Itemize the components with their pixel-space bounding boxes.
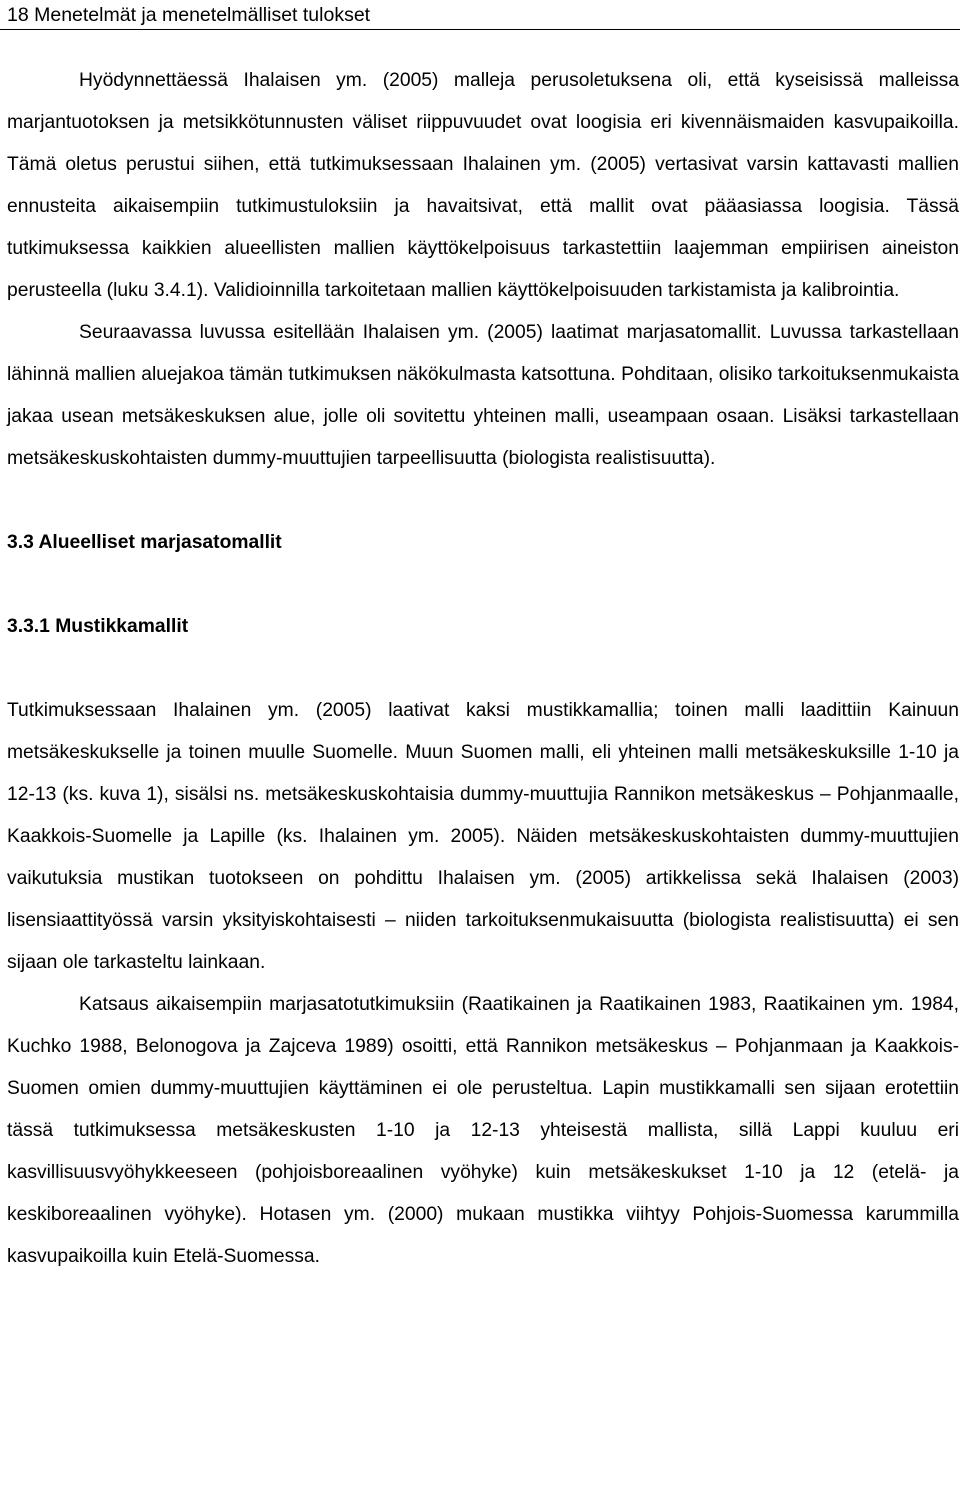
running-header-title: 18 Menetelmät ja menetelmälliset tulokset (7, 4, 371, 26)
spacer (7, 648, 959, 690)
paragraph-blueberry-models: Tutkimuksessaan Ihalainen ym. (2005) laativat kaksi mustikkamallia; toinen malli laadittiin Kainuun metsäkeskukselle ja toinen muulle Suomelle. Muun Suomen malli, eli yhteinen malli metsäkeskuksille 1-10 ja 12-13 (ks. kuva 1), sisälsi ns. metsäkeskuskohtaisia dummy-muuttujia Rannikon metsäkeskus – Pohjanmaalle, Kaakkois-Suomelle ja Lapille (ks. Ihalainen ym. 2005). Näiden metsäkeskuskohtaisten dummy-muuttujien vaikutuksia mustikan tuotokseen on pohdittu Ihalaisen ym. (2005) artikkelissa sekä Ihalaisen (2003) lisensiaattityössä varsin yksityiskohtaisesti – niiden tarkoituksenmukaisuutta (biologista realistisuutta) ei sen sijaan ole tarkasteltu lainkaan. (7, 700, 959, 973)
paragraph-next-chapter: Seuraavassa luvussa esitellään Ihalaisen ym. (2005) laatimat marjasatomallit. Luvussa tarkastellaan lähinnä mallien aluejakoa tämän tutkimuksen näkökulmasta katsottuna. Pohditaan, olisiko tarkoituksenmukaista jakaa usean metsäkeskuksen alue, jolle oli sovitettu yhteinen malli, useampaan osaan. Lisäksi tarkastellaan metsäkeskuskohtaisten dummy-muuttujien tarpeellisuutta (biologista realistisuutta). (7, 322, 959, 469)
spacer (7, 564, 959, 606)
subsection-heading: 3.3.1 Mustikkamallit (7, 616, 189, 637)
running-header (0, 0, 960, 30)
page-body (7, 60, 959, 1278)
section-heading: 3.3 Alueelliset marjasatomallit (7, 532, 282, 553)
paragraph-literature-review: Katsaus aikaisempiin marjasatotutkimuksiin (Raatikainen ja Raatikainen 1983, Raatikainen ym. 1984, Kuchko 1988, Belonogova ja Zajceva 1989) osoitti, että Rannikon metsäkeskus – Pohjanmaan ja Kaakkois-Suomen omien dummy-muuttujien käyttäminen ei ole perusteltua. Lapin mustikkamalli sen sijaan erotettiin tässä tutkimuksessa metsäkeskusten 1-10 ja 12-13 yhteisestä mallista, sillä Lappi kuuluu eri kasvillisuusvyöhykkeeseen (pohjoisboreaalinen vyöhyke) kuin metsäkeskukset 1-10 ja 12 (etelä- ja keskiboreaalinen vyöhyke). Hotasen ym. (2000) mukaan mustikka viihtyy Pohjois-Suomessa karummilla kasvupaikoilla kuin Etelä-Suomessa. (7, 994, 959, 1267)
spacer (7, 480, 959, 522)
paragraph-assumptions: Hyödynnettäessä Ihalaisen ym. (2005) malleja perusoletuksena oli, että kyseisissä malleissa marjantuotoksen ja metsikkötunnusten väliset riippuvuudet ovat loogisia eri kivennäismaiden kasvupaikoilla. Tämä oletus perustui siihen, että tutkimuksessaan Ihalainen ym. (2005) vertasivat varsin kattavasti mallien ennusteita aikaisempiin tutkimustuloksiin ja havaitsivat, että mallit ovat pääasiassa loogisia. Tässä tutkimuksessa kaikkien alueellisten mallien käyttökelpoisuus tarkastettiin laajemman empiirisen aineiston perusteella (luku 3.4.1). Validioinnilla tarkoitetaan mallien käyttökelpoisuuden tarkistamista ja kalibrointia. (7, 70, 959, 301)
